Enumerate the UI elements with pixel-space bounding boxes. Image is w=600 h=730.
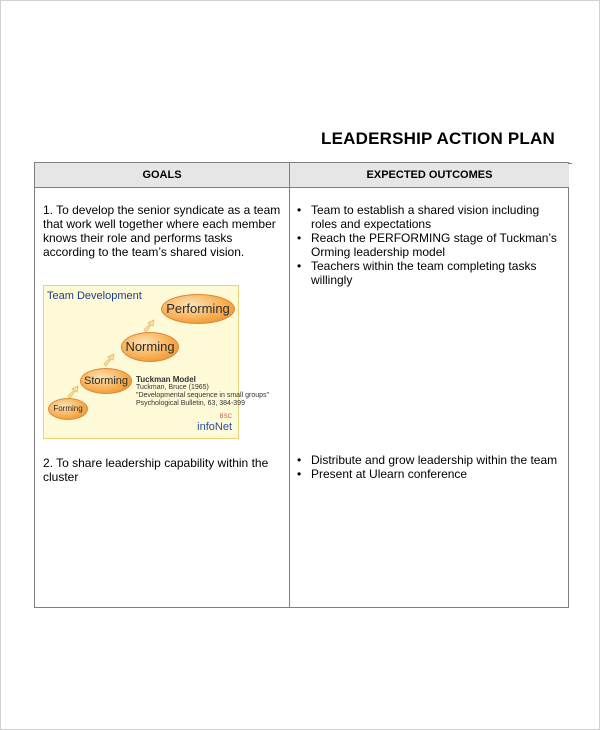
brand-name: infoNet	[197, 421, 232, 433]
model-title: Tuckman Model	[136, 375, 196, 384]
list-item: • Team to establish a shared vision including roles and expectations	[297, 203, 540, 231]
bullet-icon: •	[297, 453, 302, 467]
brand-small: BSC	[219, 414, 232, 420]
outcomes-list-1	[297, 203, 559, 287]
brand-logo	[197, 412, 232, 432]
arrow-2-icon	[104, 354, 114, 366]
goal-2: 2. To share leadership capability within the cluster	[43, 456, 269, 484]
goals-header: GOALS	[35, 163, 290, 188]
bullet-icon: •	[297, 203, 302, 217]
list-item: • Teachers within the team completing tasks willingly	[297, 259, 537, 287]
citation-line: "Developmental sequence in small groups"	[136, 392, 269, 399]
stage-performing: Performing	[161, 294, 235, 324]
stage-storming: Storming	[80, 368, 132, 394]
list-item: • Distribute and grow leadership within the team	[297, 453, 558, 467]
outcomes-header: EXPECTED OUTCOMES	[290, 163, 569, 188]
list-item: • Reach the PERFORMING stage of Tuckman’s Orming leadership model	[297, 231, 557, 259]
team-development-diagram	[43, 285, 269, 439]
bullet-icon: •	[297, 231, 302, 245]
arrow-1-icon	[68, 386, 78, 398]
action-plan-table	[34, 162, 569, 608]
goal-1: 1. To develop the senior syndicate as a team that work well together where each member knows their role and performs tasks according to the team’s shared vision.	[43, 203, 281, 259]
bullet-icon: •	[297, 259, 302, 273]
list-item: • Present at Ulearn conference	[297, 467, 468, 481]
citation-line: Tuckman, Bruce (1965)	[136, 384, 209, 391]
page-title: LEADERSHIP ACTION PLAN	[321, 129, 555, 148]
tuckman-citation	[136, 376, 269, 408]
diagram-title: Team Development	[47, 290, 142, 302]
stage-norming: Norming	[121, 332, 179, 362]
citation-line: Psychological Bulletin, 63, 384-399	[136, 400, 245, 407]
stage-forming: Forming	[48, 398, 88, 420]
table-edge	[568, 163, 572, 189]
bullet-icon: •	[297, 467, 302, 481]
arrow-3-icon	[144, 320, 154, 332]
column-divider	[289, 187, 290, 607]
outcomes-list-2	[297, 453, 559, 481]
